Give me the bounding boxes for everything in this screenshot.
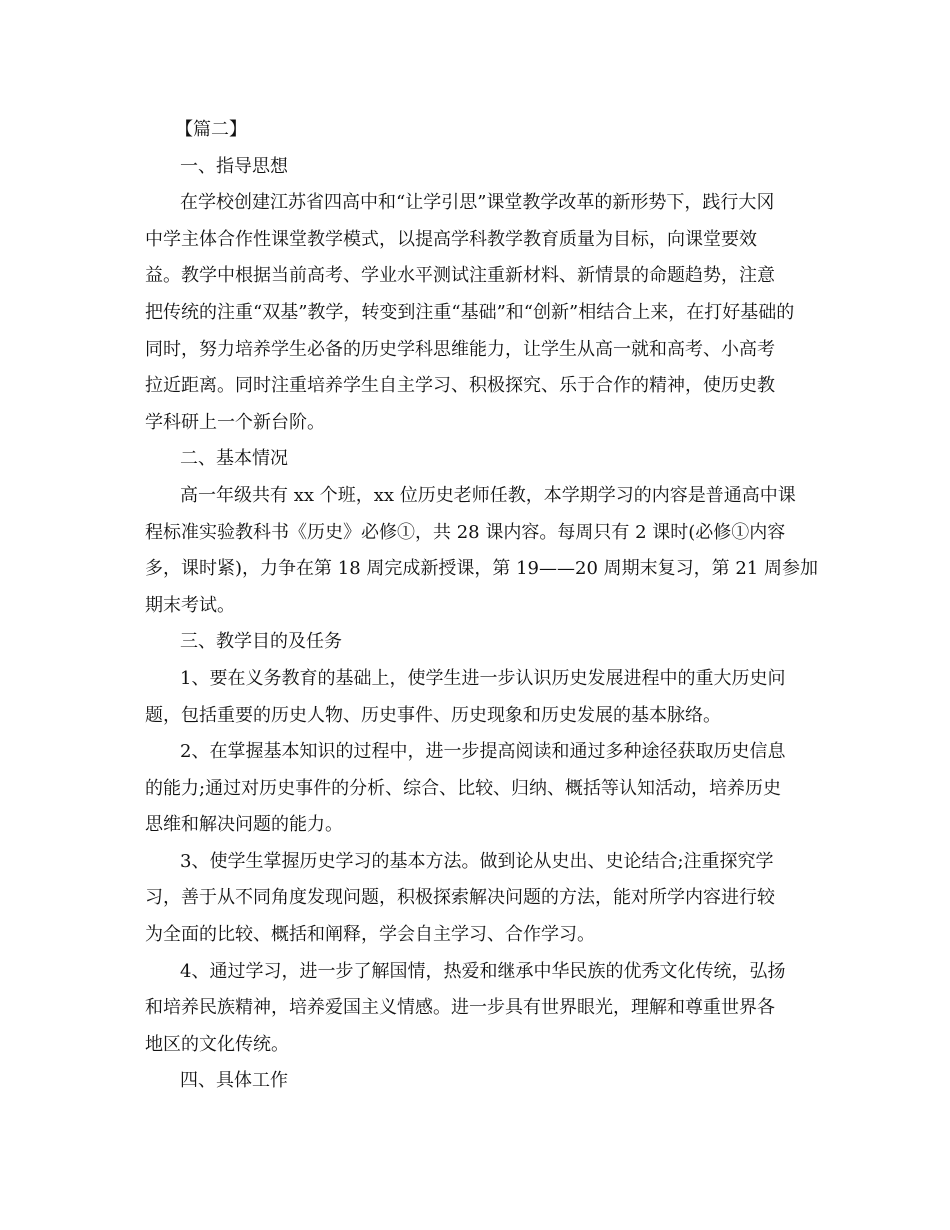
paragraph-line: 中学主体合作性课堂教学模式，以提高学科教学教育质量为目标，向课堂要效 <box>145 228 757 250</box>
paragraph-line: 4、通过学习，进一步了解国情，热爱和继承中华民族的优秀文化传统，弘扬 <box>180 960 786 982</box>
paragraph-line: 的能力;通过对历史事件的分析、综合、比较、归纳、概括等认知活动，培养历史 <box>145 777 782 799</box>
paragraph-line: 1、要在义务教育的基础上，使学生进一步认识历史发展进程中的重大历史问 <box>180 667 786 689</box>
paragraph-line: 3、使学生掌握历史学习的基本方法。做到论从史出、史论结合;注重探究学 <box>180 850 774 872</box>
paragraph-line: 期末考试。 <box>145 594 235 616</box>
paragraph-line: 学科研上一个新台阶。 <box>145 411 325 433</box>
paragraph-line: 高一年级共有 xx 个班，xx 位历史老师任教，本学期学习的内容是普通高中课 <box>180 484 796 506</box>
paragraph-line: 思维和解决问题的能力。 <box>145 814 343 836</box>
paragraph <box>145 185 810 441</box>
paragraph <box>145 478 818 624</box>
paragraph-line: 多，课时紧)，力争在第 18 周完成新授课，第 19——20 周期末复习，第 21 周参加 <box>145 558 818 580</box>
paragraph-line: 为全面的比较、概括和阐释，学会自主学习、合作学习。 <box>145 924 595 946</box>
document-title: 【篇二】 <box>175 119 247 140</box>
document-page <box>145 112 818 1100</box>
section-heading: 二、基本情况 <box>180 448 288 470</box>
paragraph-line: 习，善于从不同角度发现问题，积极探索解决问题的方法，能对所学内容进行较 <box>145 887 775 909</box>
paragraph <box>145 954 810 1064</box>
paragraph <box>145 844 810 954</box>
section-heading: 一、指导思想 <box>180 155 288 177</box>
paragraph-line: 程标准实验教科书《历史》必修①，共 28 课内容。每周只有 2 课时(必修①内容 <box>145 521 786 543</box>
paragraph-line: 同时，努力培养学生必备的历史学科思维能力，让学生从高一就和高考、小高考 <box>145 338 775 360</box>
paragraph-line: 和培养民族精神，培养爱国主义情感。进一步具有世界眼光，理解和尊重世界各 <box>145 997 775 1019</box>
paragraph-line: 题，包括重要的历史人物、历史事件、历史现象和历史发展的基本脉络。 <box>145 704 721 726</box>
paragraph-line: 在学校创建江苏省四高中和“让学引思”课堂教学改革的新形势下，践行大冈 <box>180 192 775 214</box>
section-heading: 三、教学目的及任务 <box>180 631 342 653</box>
paragraph-line: 拉近距离。同时注重培养学生自主学习、积极探究、乐于合作的精神，使历史教 <box>145 375 775 397</box>
paragraph-line: 把传统的注重“双基”教学，转变到注重“基础”和“创新”相结合上来，在打好基础的 <box>145 301 795 323</box>
paragraph <box>145 734 810 844</box>
paragraph <box>145 661 810 734</box>
paragraph-line: 地区的文化传统。 <box>145 1033 289 1055</box>
paragraph-line: 2、在掌握基本知识的过程中，进一步提高阅读和通过多种途径获取历史信息 <box>180 741 786 763</box>
paragraph-line: 益。教学中根据当前高考、学业水平测试注重新材料、新情景的命题趋势，注意 <box>145 265 775 287</box>
section-heading: 四、具体工作 <box>180 1070 288 1092</box>
document-body <box>145 149 818 1100</box>
